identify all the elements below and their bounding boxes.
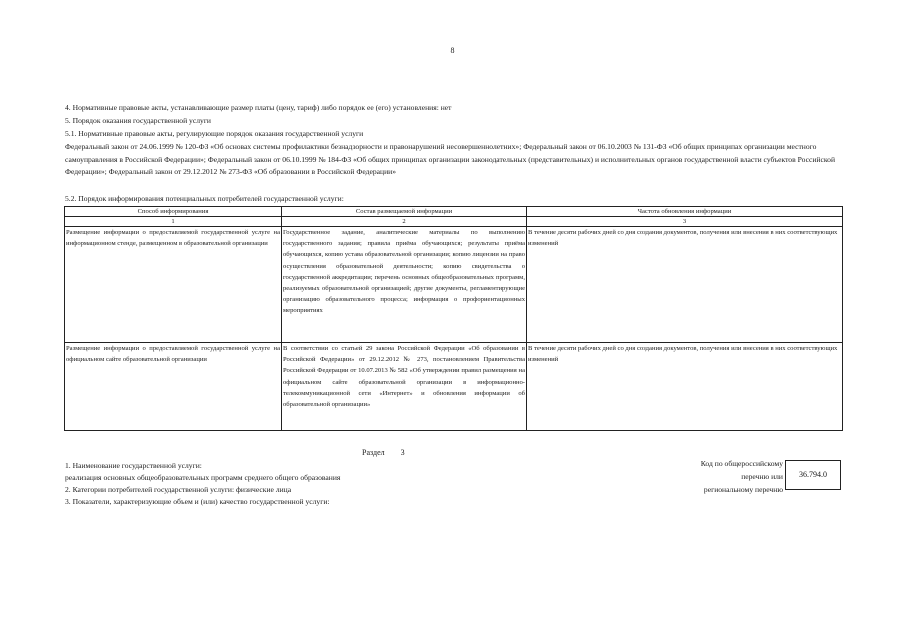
section-5-1-title: 5.1. Нормативные правовые акты, регулирующие порядок оказания государственной услуги — [65, 129, 364, 138]
header-method: Способ информирования — [65, 207, 282, 217]
section-5-2-title: 5.2. Порядок информирования потенциальных потребителей государственной услуги: — [65, 194, 344, 203]
content-cell: В соответствии со статьей 29 закона Российской Федерации «Об образовании в Российской Федерации» от 29.12.2012 № 273, постановлением Правительства Российской Федерации от 10.07.2013 № 582 «Об утверждении правил размещения на официальном сайте образовательной организации в информационно-телекоммуникационной сети «Интернет» и обновления информации об образовательной организации» — [282, 343, 527, 431]
information-table — [64, 206, 843, 431]
table-number-row — [65, 217, 843, 227]
frequency-cell: В течение десяти рабочих дней со дня создания документов, получения или внесения в них соответствующих изменений — [527, 227, 843, 343]
code-label-line1: Код по общероссийскому — [700, 459, 783, 468]
code-label-line2: перечню или — [741, 472, 783, 481]
table-row — [65, 343, 843, 431]
table-header-row — [65, 207, 843, 217]
method-cell: Размещение информации о предоставляемой государственной услуге на информационном стенде, размещенном в образовательной организации — [65, 227, 282, 343]
content-cell: Государственное задание, аналитические материалы по выполнению государственного задания; правила приёма обучающихся; результаты приёма обучающихся, копию устава образовательной организации; копию лицензии на право осуществления образовательной деятельности; копию свидетельства о государственной аккредитации; перечень основных общеобразовательных программ, реализуемых образовательной организацией; другие документы, регламентирующие организацию образовательного процесса; информация о профориентационных мероприятиях — [282, 227, 527, 343]
service-name-label: 1. Наименование государственной услуги: — [65, 461, 202, 470]
header-content: Состав размещаемой информации — [282, 207, 527, 217]
column-number: 1 — [65, 217, 282, 227]
section-5-procedure: 5. Порядок оказания государственной услуги — [65, 116, 211, 125]
section-title: Раздел 3 — [362, 448, 405, 457]
method-cell: Размещение информации о предоставляемой государственной услуге на официальном сайте образовательной организации — [65, 343, 282, 431]
table-row — [65, 227, 843, 343]
service-name-value: реализация основных общеобразовательных программ среднего общего образования — [65, 473, 341, 482]
section-4-fee-acts: 4. Нормативные правовые акты, устанавливающие размер платы (цену, тариф) либо порядок ее (его) установления: нет — [65, 103, 452, 112]
code-label-line3: региональному перечню — [703, 485, 783, 494]
section-5-1-legal-acts: Федеральный закон от 24.06.1999 № 120-ФЗ «Об основах системы профилактики безнадзорности и правонарушений несовершеннолетних»; Федеральный закон от 06.10.2003 № 131-ФЗ «Об общих принципах организации местного самоуправления в Российской Федерации»; Федеральный закон от 06.10.1999 № 184-ФЗ «Об общих принципах организации законодательных (представительных) и исполнительных органов государственной власти субъектов Российской Федерации»; Федеральный закон от 29.12.2012 № 273-ФЗ «Об образовании в Российской Федерации» — [65, 142, 836, 176]
column-number: 3 — [527, 217, 843, 227]
indicators-label: 3. Показатели, характеризующие объем и (или) качество государственной услуги: — [65, 497, 330, 506]
page-number: 8 — [450, 46, 455, 55]
header-frequency: Частота обновления информации — [527, 207, 843, 217]
consumer-category: 2. Категории потребителей государственной услуги: физические лица — [65, 485, 292, 494]
frequency-cell: В течение десяти рабочих дней со дня создания документов, получения или внесения в них соответствующих изменений — [527, 343, 843, 431]
column-number: 2 — [282, 217, 527, 227]
registry-code-box: 36.794.0 — [785, 460, 841, 490]
